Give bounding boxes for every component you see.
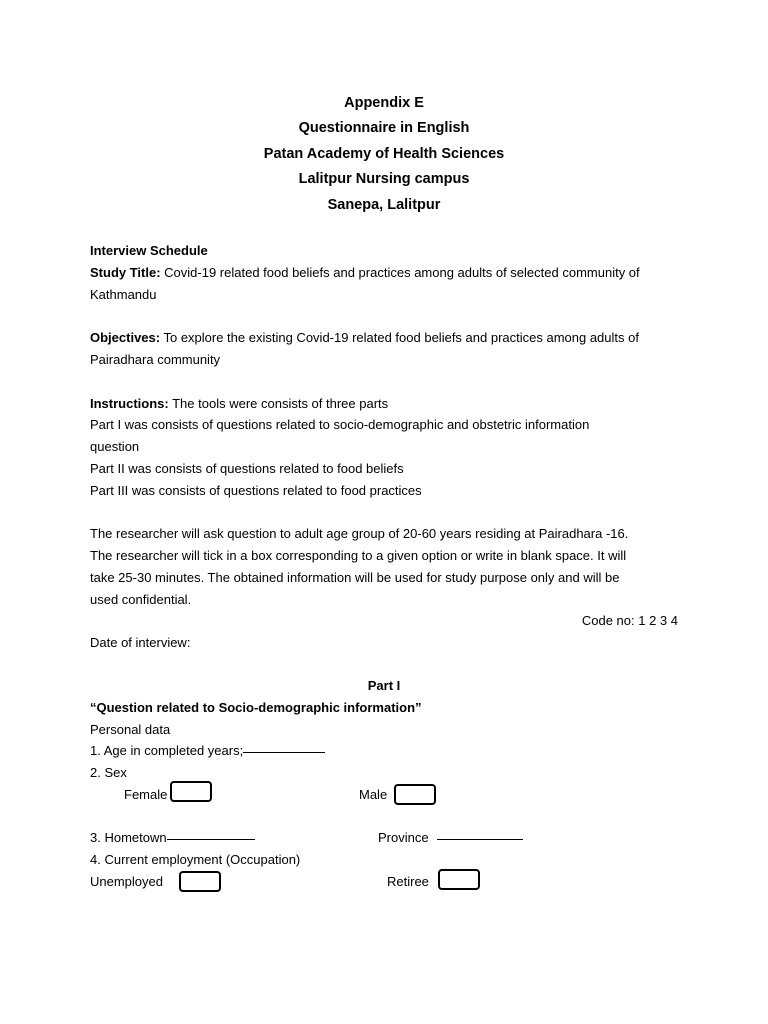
interview-schedule-heading: Interview Schedule: [90, 243, 208, 258]
part1-title: Part I: [367, 678, 401, 693]
part1-subtitle: “Question related to Socio-demographic information”: [90, 700, 422, 715]
researcher-paragraph-4: used confidential.: [90, 592, 192, 607]
hometown-blank[interactable]: [167, 839, 255, 840]
employment-question: 4. Current employment (Occupation): [90, 852, 301, 867]
province-blank[interactable]: [437, 839, 523, 840]
researcher-paragraph-1: The researcher will ask question to adult age group of 20-60 years residing at Pairadhara -16.: [90, 526, 629, 541]
unemployed-option-label: Unemployed: [90, 874, 163, 889]
male-checkbox[interactable]: [394, 784, 436, 805]
part1-description-cont: question: [90, 439, 140, 454]
age-question-label: 1. Age in completed years;: [90, 743, 244, 758]
code-number: Code no: 1 2 3 4: [581, 613, 678, 628]
instructions-line: [90, 396, 690, 411]
retiree-option-label: Retiree: [387, 874, 429, 889]
institution-name: Patan Academy of Health Sciences: [263, 146, 505, 162]
objectives-line: [90, 330, 690, 345]
female-checkbox[interactable]: [170, 781, 212, 802]
researcher-paragraph-2: The researcher will tick in a box corresponding to a given option or write in blank space. It will: [90, 548, 627, 563]
campus-name: Lalitpur Nursing campus: [298, 171, 470, 187]
hometown-label: 3. Hometown: [90, 830, 167, 845]
sex-question: 2. Sex: [90, 765, 127, 780]
questionnaire-title: Questionnaire in English: [298, 120, 470, 136]
part2-description: Part II was consists of questions related to food beliefs: [90, 461, 404, 476]
appendix-title: Appendix E: [344, 95, 424, 111]
objectives-text: To explore the existing Covid-19 related food beliefs and practices among adults of: [160, 330, 639, 345]
age-blank[interactable]: [243, 752, 325, 753]
researcher-paragraph-3: take 25-30 minutes. The obtained information will be used for study purpose only and will be: [90, 570, 620, 585]
study-title-label: Study Title:: [90, 265, 161, 280]
age-question: [90, 743, 690, 758]
study-title-line: [90, 265, 690, 280]
study-title-text: Covid-19 related food beliefs and practices among adults of selected community of: [160, 265, 640, 280]
retiree-checkbox[interactable]: [438, 869, 480, 890]
part1-description: Part I was consists of questions related to socio-demographic and obstetric information: [90, 417, 590, 432]
date-of-interview-label: Date of interview:: [90, 635, 191, 650]
objectives-text-cont: Pairadhara community: [90, 352, 221, 367]
female-option-label: Female: [124, 787, 168, 802]
instructions-label: Instructions:: [90, 396, 169, 411]
province-field: [378, 830, 523, 845]
study-title-text-cont: Kathmandu: [90, 287, 157, 302]
location-name: Sanepa, Lalitpur: [327, 197, 441, 213]
province-label: Province: [378, 830, 429, 845]
male-option-label: Male: [359, 787, 388, 802]
instructions-text: The tools were consists of three parts: [168, 396, 389, 411]
unemployed-checkbox[interactable]: [179, 871, 221, 892]
personal-data-label: Personal data: [90, 722, 171, 737]
objectives-label: Objectives:: [90, 330, 161, 345]
part3-description: Part III was consists of questions related to food practices: [90, 483, 422, 498]
